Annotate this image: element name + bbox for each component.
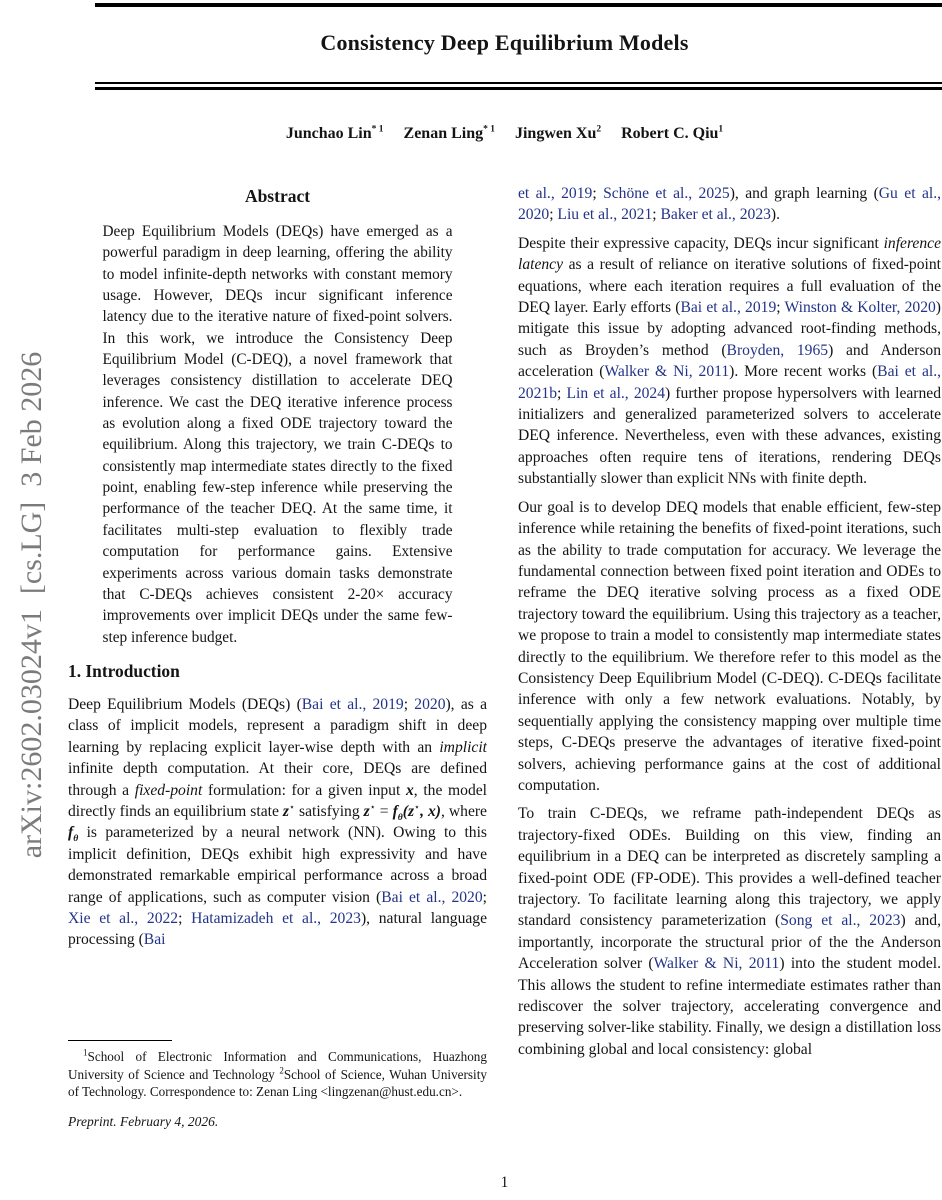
text-run: satisfying [295,802,364,820]
title-rule-thin [95,82,942,84]
citation-link[interactable]: et al., 2019 [518,185,593,202]
text-run: ). [770,206,781,224]
arxiv-watermark: arXiv:2602.03024v1 [cs.LG] 3 Feb 2026 [15,351,48,859]
citation-link[interactable]: Bai et al., 2019 [680,299,777,317]
text-run: Despite their expressive capacity, DEQs incur significant [518,234,884,252]
citation-link[interactable]: Bai [143,931,166,949]
abstract-text: Deep Equilibrium Models (DEQs) have emerged as a powerful paradigm in deep learning, offering the ability to model infinite-depth networks with constant memory usage. However, DEQs incur significant inference latency due to the iterative nature of fixed-point solvers. In this work, we introduce the Consistency Deep Equilibrium Model (C-DEQ), a novel framework that leverages consistency distillation to accelerate DEQ inference. We cast the DEQ iterative inference process as evolution along a fixed ODE trajectory toward the equilibrium. Along this trajectory, we train C-DEQs to consistently map intermediate states directly to the fixed point, enabling few-step inference while preserving the performance of the teacher DEQ. At the same time, it facilitates multi-step evaluation to flexibly trade computation for performance gains. Extensive experiments across various domain tasks demonstrate that C-DEQs achieves consistent 2-20× accuracy improvements over implicit DEQs under the same few-step inference budget. [102,223,453,646]
math-symbol: , x) [420,802,441,820]
text-run: ; [178,909,192,927]
text-run: ; [403,695,415,713]
section-heading-introduction: 1. Introduction [68,660,180,681]
citation-link[interactable]: Hatamizadeh et al., 2023 [191,909,361,927]
text-run: 1 [83,1047,88,1058]
text-run: Our goal is to develop DEQ models that enable efficient, few-step inference while retaining the benefits of fixed-point iterations, such as the ability to trade computation for accuracy. We leverage the fundamental connection between fixed point iteration and ODEs to reframe the DEQ iterative solving process as a fixed ODE trajectory toward the equilibrium. Using this trajectory as a teacher, we propose to train a model to consistently map intermediate states directly to the equilibrium. We therefore refer to this model as the Consistency Deep Equilibrium Model (C-DEQ). C-DEQs facilitate inference with only a few network evaluations. Notably, by sequentially applying the consistency mapping over multiple time steps, C-DEQs preserve the advantages of iterative fixed-point solvers, achieving performance gains at the cost of additional computation. [518,498,941,794]
citation-link[interactable]: Bai et al., 2020 [381,888,483,906]
text-run: ⋆ [369,801,376,813]
footnote-rule [68,1040,172,1041]
citation-link[interactable]: Gu et al., 2020 [518,185,941,224]
citation-link[interactable]: Walker & Ni, 2011 [653,955,780,973]
citation-link[interactable]: Schöne et al., 2025 [603,185,730,202]
text-run: ; [482,888,487,906]
citation-link[interactable]: Liu et al., 2021 [557,206,653,224]
citation-link[interactable]: Xie et al., 2022 [68,909,179,927]
math-symbol: f [392,802,398,820]
text-run: = [375,802,393,820]
preprint-notice: Preprint. February 4, 2026. [68,1114,219,1130]
body-paragraph [518,233,941,490]
text-run: as a result of reliance on iterative solutions of fixed-point equations, where each iteration requires a full evaluation of the DEQ layer. Early efforts ( [518,256,941,317]
text-run: ), natural language processing ( [68,909,487,949]
math-symbol: z [282,802,289,820]
math-symbol: z [363,802,370,820]
text-run: ) mitigate this issue by adopting advanced root-finding methods, such as Broyden’s method ( [518,299,941,359]
text-run: ) into the student model. This allows the student to refine intermediate estimates rather than rediscover the solver trajectory, accelerating convergence and preserving solver-like stability. Finally, we design a distillation loss combining global and local consistency: global [518,955,941,1058]
right-column [518,183,941,1158]
text-run: formulation: for a given input [202,781,406,799]
text-run: ; [549,206,558,224]
emphasis-text: implicit [439,738,487,756]
text-run: , the model directly finds an equilibrium state [68,781,487,820]
footnote-text [68,1048,487,1101]
body-paragraph [518,803,941,1060]
title-rule-thick [95,87,942,90]
emphasis-text: fixed-point [134,781,203,799]
citation-link[interactable]: Broyden, 1965 [726,341,829,359]
citation-link[interactable]: Lin et al., 2024 [566,384,666,402]
emphasis-text: inference latency [518,234,941,274]
text-run: ) and, importantly, incorporate the structural prior of the the Anderson Acceleration solver ( [518,912,941,973]
body-paragraph [518,497,941,797]
text-run: θ [397,812,403,824]
top-rule [95,3,942,7]
text-run: ; [776,299,785,317]
citation-link[interactable]: Song et al., 2023 [780,912,901,930]
text-run: ) and Anderson acceleration ( [518,341,941,381]
text-run: ), and graph learning ( [729,185,879,202]
text-run: ⋆ [288,801,295,813]
author-4: Robert C. Qiu$^1$ [621,125,724,143]
citation-link[interactable]: 2020 [414,695,446,713]
abstract-heading: Abstract [244,186,311,206]
text-run: ), as a class of implicit models, represent a paradigm shift in deep learning by replacing explicit layer-wise depth with an [68,695,487,756]
text-run: School of Electronic Information and Communications, Huazhong University of Science and Technology [68,1049,487,1082]
math-symbol: f [68,824,74,842]
text-run: infinite depth computation. At their core, DEQs are defined through a [68,760,487,799]
text-run: , where [440,802,487,820]
citation-link[interactable]: Bai et al., 2021b [518,363,941,402]
text-run: is parameterized by a neural network (NN). Owing to this implicit definition, DEQs exhibit high expressivity and have demonstrated remarkable empirical performance across a broad range of applications, such as computer vision ( [68,824,487,906]
text-run: ). More recent works ( [729,363,878,381]
text-run: 2 [279,1065,284,1076]
footnote-block [68,1040,487,1130]
text-run: To train C-DEQs, we reframe path-independent DEQs as trajectory-fixed ODEs. Building on this view, finding an equilibrium in a DEQ can be interpreted as discretely sampling a fixed-point ODE (FP-ODE). This provides a well-defined teacher trajectory. To facilitate learning along this trajectory, we apply standard consistency parameterization ( [518,805,941,930]
author-3: Jingwen Xu$^2$ [514,125,602,143]
text-run: θ [73,833,79,845]
citation-link[interactable]: Bai et al., 2019 [301,695,404,713]
text-run: ; [556,384,567,402]
citation-link[interactable]: Walker & Ni, 2011 [604,363,730,381]
math-symbol: (z [402,802,415,820]
citation-link[interactable]: Winston & Kolter, 2020 [784,299,936,317]
left-column [68,180,487,1044]
paper-title: Consistency Deep Equilibrium Models [320,30,689,55]
text-run: ⋆ [414,801,421,813]
text-run: Deep Equilibrium Models (DEQs) ( [68,695,302,713]
text-run: ) further propose hypersolvers with learned initializers and generalized parameterized solvers to accelerate DEQ inference. Nevertheless, even with these advances, existing approaches often require tens of iterations, rendering DEQs substantially slower than explicit NNs with finite depth. [518,384,941,488]
intro-paragraph [68,694,487,951]
text-run: ; [652,206,661,224]
citation-link[interactable]: Baker et al., 2023 [660,206,771,224]
author-1: Junchao Lin$^{* 1}$ [285,125,384,143]
author-2: Zenan Ling$^{* 1}$ [403,125,495,143]
text-run: ; [592,185,604,202]
page-number: 1 [500,1174,509,1191]
math-symbol: x [405,781,414,799]
body-paragraph [518,183,941,226]
text-run: School of Science, Wuhan University of Technology. Correspondence to: Zenan Ling <lingzenan@hust.edu.cn>. [68,1066,487,1100]
author-line [68,125,941,143]
